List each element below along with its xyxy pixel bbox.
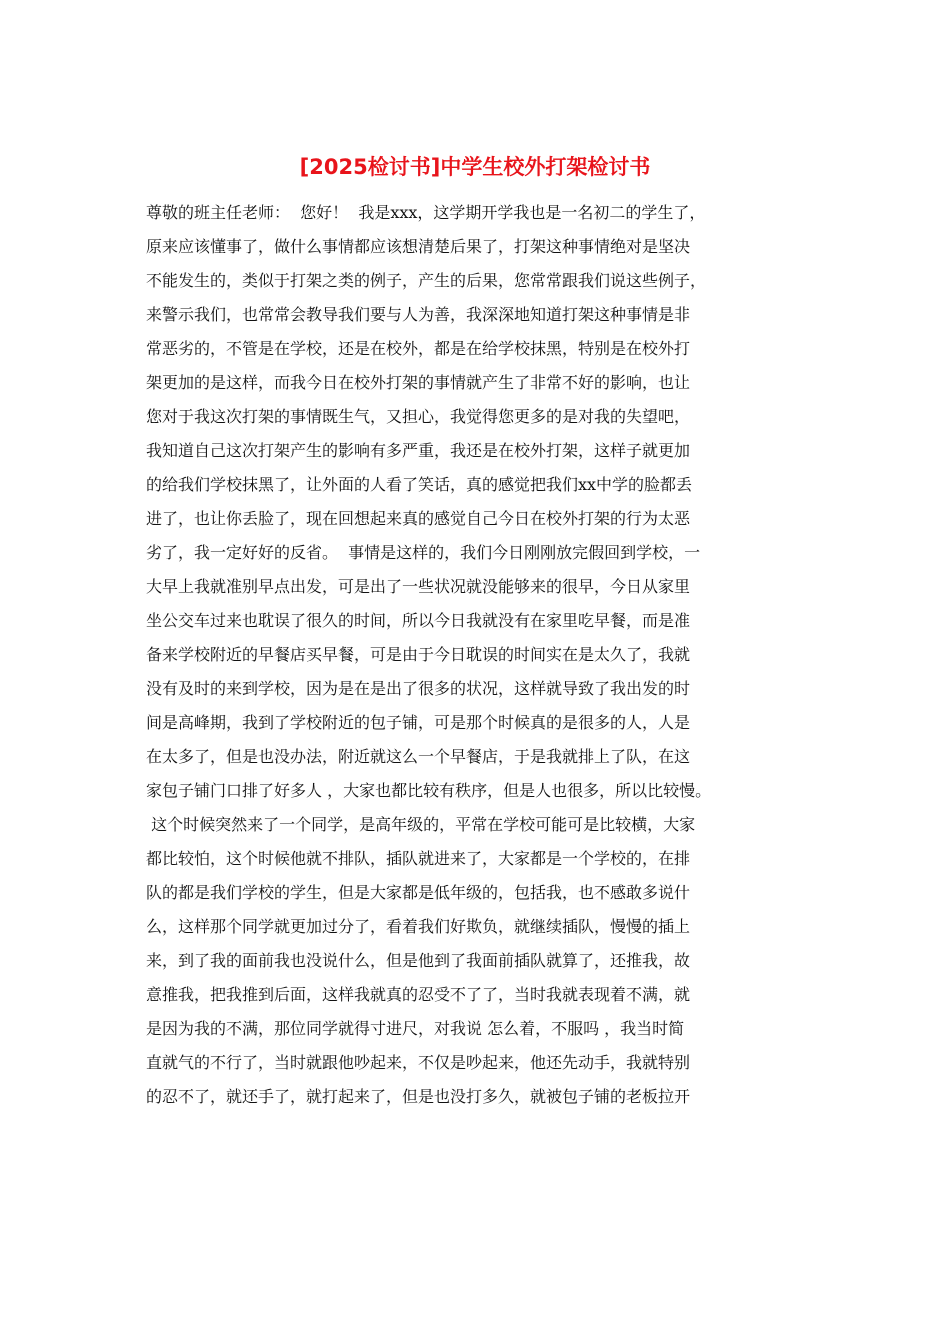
body-line: 劣了，我一定好好的反省。 事情是这样的，我们今日刚刚放完假回到学校，一 bbox=[146, 543, 701, 562]
body-line: 都比较怕，这个时候他就不排队，插队就进来了，大家都是一个学校的，在排 bbox=[146, 849, 691, 868]
body-line: 这个时候突然来了一个同学，是高年级的，平常在学校可能可是比较横，大家 bbox=[146, 815, 696, 834]
body-line: 您对于我这次打架的事情既生气，又担心，我觉得您更多的是对我的失望吧， bbox=[146, 407, 691, 426]
body-line: 来警示我们，也常常会教导我们要与人为善，我深深地知道打架这种事情是非 bbox=[146, 305, 691, 324]
body-line: 尊敬的班主任老师： 您好！ 我是xxx，这学期开学我也是一名初二的学生了， bbox=[146, 203, 706, 222]
body-line: 在太多了，但是也没办法，附近就这么一个早餐店，于是我就排上了队，在这 bbox=[146, 747, 691, 766]
document-title: [2025检讨书]中学生校外打架检讨书 bbox=[299, 155, 651, 179]
body-line: 不能发生的，类似于打架之类的例子，产生的后果，您常常跟我们说这些例子， bbox=[146, 271, 707, 290]
body-line: 家包子铺门口排了好多人 ，大家也都比较有秩序，但是人也很多，所以比较慢。 bbox=[146, 781, 712, 800]
body-line: 间是高峰期，我到了学校附近的包子铺，可是那个时候真的是很多的人，人是 bbox=[146, 713, 691, 732]
body-line: 大早上我就准别早点出发，可是出了一些状况就没能够来的很早，今日从家里 bbox=[146, 577, 691, 596]
body-line: 常恶劣的，不管是在学校，还是在校外，都是在给学校抹黑，特别是在校外打 bbox=[146, 339, 691, 358]
body-line: 坐公交车过来也耽误了很久的时间，所以今日我就没有在家里吃早餐，而是准 bbox=[146, 611, 691, 630]
body-line: 么，这样那个同学就更加过分了，看着我们好欺负，就继续插队，慢慢的插上 bbox=[146, 917, 691, 936]
body-line: 队的都是我们学校的学生，但是大家都是低年级的，包括我，也不感敢多说什 bbox=[146, 883, 691, 902]
body-line: 意推我，把我推到后面，这样我就真的忍受不了了，当时我就表现着不满，就 bbox=[146, 985, 691, 1004]
body-line: 我知道自己这次打架产生的影响有多严重，我还是在校外打架，这样子就更加 bbox=[146, 441, 691, 460]
body-line: 架更加的是这样，而我今日在校外打架的事情就产生了非常不好的影响，也让 bbox=[146, 373, 691, 392]
body-line: 备来学校附近的早餐店买早餐，可是由于今日耽误的时间实在是太久了，我就 bbox=[146, 645, 691, 664]
body-line: 没有及时的来到学校，因为是在是出了很多的状况，这样就导致了我出发的时 bbox=[146, 679, 691, 698]
body-line: 的忍不了，就还手了，就打起来了，但是也没打多久，就被包子铺的老板拉开 bbox=[146, 1087, 691, 1106]
body-line: 来，到了我的面前我也没说什么，但是他到了我面前插队就算了，还推我，故 bbox=[146, 951, 691, 970]
body-line: 的给我们学校抹黑了，让外面的人看了笑话，真的感觉把我们xx中学的脸都丢 bbox=[146, 475, 693, 494]
document-body bbox=[146, 196, 826, 1114]
body-line: 原来应该懂事了，做什么事情都应该想清楚后果了，打架这种事情绝对是坚决 bbox=[146, 237, 691, 256]
body-line: 是因为我的不满，那位同学就得寸进尺，对我说 怎么着，不服吗 ，我当时简 bbox=[146, 1019, 685, 1038]
body-line: 进了，也让你丢脸了，现在回想起来真的感觉自己今日在校外打架的行为太恶 bbox=[146, 509, 691, 528]
body-line: 直就气的不行了，当时就跟他吵起来，不仅是吵起来，他还先动手，我就特别 bbox=[146, 1053, 691, 1072]
